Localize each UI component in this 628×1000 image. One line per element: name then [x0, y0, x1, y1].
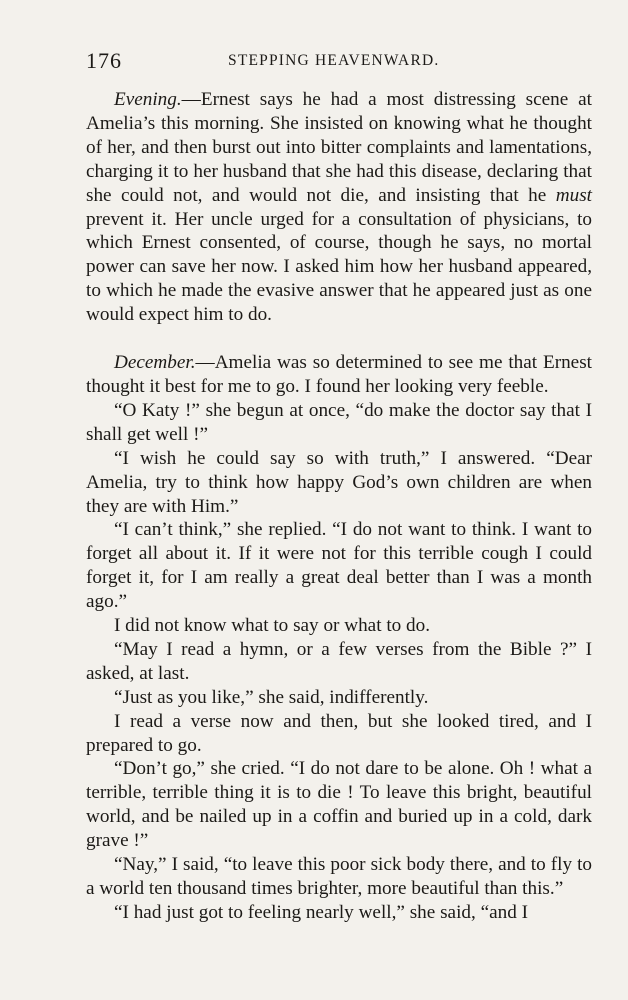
- paragraph-text: —Amelia was so determined to see me that Ernest thought it best for me to go. I found her looking very feeble.: [86, 352, 592, 397]
- paragraph-evening: [86, 88, 592, 327]
- page-number: 176: [86, 48, 122, 73]
- paragraph: “Nay,” I said, “to leave this poor sick body there, and to fly to a world ten thousand times brighter, more beautiful than this.”: [86, 854, 592, 899]
- paragraph: “I wish he could say so with truth,” I answered. “Dear Amelia, try to think how happy God’s own children are when they are with Him.”: [86, 447, 592, 517]
- paragraph-december: [86, 351, 592, 399]
- entry-date-evening: Evening.: [114, 89, 182, 110]
- paragraph: “O Katy !” she begun at once, “do make the doctor say that I shall get well !”: [86, 399, 592, 445]
- entry-date-december: December.: [114, 352, 196, 374]
- emphasis-must: must: [555, 184, 592, 206]
- paragraph: I did not know what to say or what to do.: [114, 615, 431, 637]
- paragraph: “Don’t go,” she cried. “I do not dare to be alone. Oh ! what a terrible, terrible thing it is to die ! To leave this bright, beautiful world, and be nailed up in a coffin and buried up in a cold, dark grave !”: [86, 758, 592, 852]
- paragraph: “I can’t think,” she replied. “I do not want to think. I want to forget all about it. If it were not for this terrible cough I could forget it, for I am really a great deal better than I was a month ago.”: [86, 519, 592, 613]
- paragraph: “Just as you like,” she said, indifferently.: [114, 686, 429, 708]
- running-head: [0, 48, 628, 72]
- paragraph: I read a verse now and then, but she looked tired, and I prepared to go.: [86, 710, 592, 756]
- paragraph-text-cont: prevent it. Her uncle urged for a consultation of physicians, to which Ernest consented, of course, though he says, no mortal power can save her now. I asked him how her husband appeared, to which he made the evasive answer that he appeared just as one would expect him to do.: [86, 208, 592, 326]
- paragraph: “May I read a hymn, or a few verses from the Bible ?” I asked, at last.: [86, 638, 592, 684]
- paragraph-text: —Ernest says he had a most distressing scene at Amelia’s this morning. She insisted on knowing what he thought of her, and then burst out into bitter complaints and lamentations, charging it to her husband that she had this disease, declaring that she could not, and would not die, and insisting that he: [86, 89, 592, 206]
- paragraph: “I had just got to feeling nearly well,” she said, “and I: [114, 901, 528, 923]
- running-title: STEPPING HEAVENWARD.: [228, 52, 440, 69]
- body-text: [86, 88, 592, 925]
